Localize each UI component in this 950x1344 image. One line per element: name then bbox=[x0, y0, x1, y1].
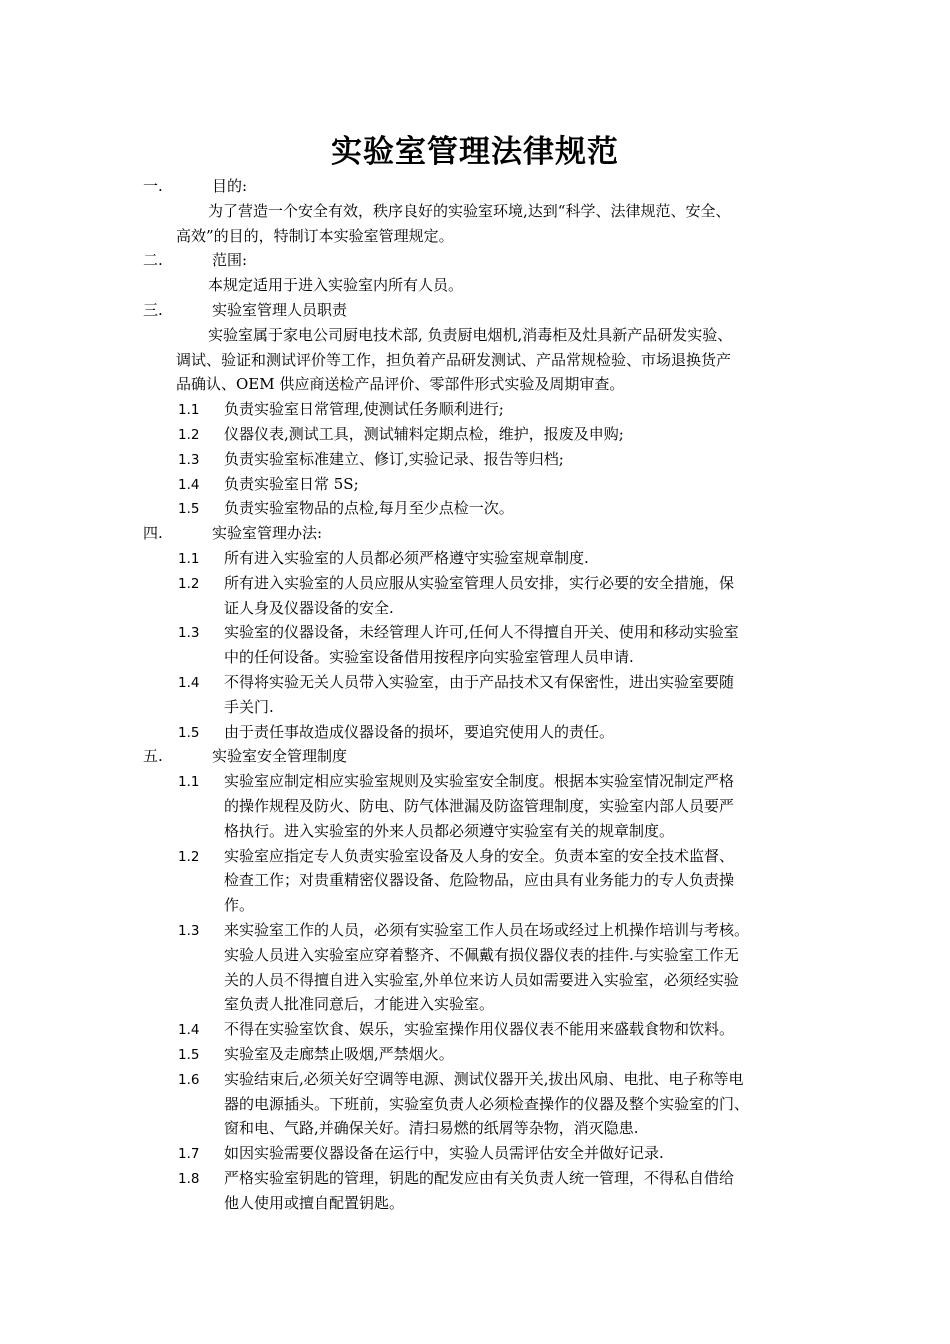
list-item-number: 1.3 bbox=[178, 452, 200, 468]
list-item-text: 他人使用或擅自配置钥匙。 bbox=[224, 1194, 405, 1212]
list-item-text: 实验室的仪器设备，未经管理人许可,任何人不得擅自开关、使用和移动实验室 bbox=[224, 623, 739, 641]
list-item-text: 不得将实验无关人员带入实验室，由于产品技术又有保密性，进出实验室要随 bbox=[224, 673, 735, 691]
list-item-text: 负责实验室日常管理,使测试任务顺利进行; bbox=[224, 400, 504, 418]
section-number: 五. bbox=[143, 747, 163, 765]
list-item-number: 1.1 bbox=[178, 402, 200, 418]
list-item-number: 1.2 bbox=[178, 427, 200, 443]
list-item-text: 实验室应指定专人负责实验室设备及人身的安全。负责本室的安全技术监督、 bbox=[224, 847, 735, 865]
list-item-text: 如因实验需要仪器设备在运行中，实验人员需评估安全并做好记录. bbox=[224, 1144, 664, 1162]
list-item-number: 1.2 bbox=[178, 849, 200, 865]
section-paragraph-line: 实验室属于家电公司厨电技术部, 负责厨电烟机,消毒柜及灶具新产品研发实验、 bbox=[208, 326, 733, 344]
list-item-text: 负责实验室物品的点检,每月至少点检一次。 bbox=[224, 499, 514, 517]
list-item-text: 中的任何设备。实验室设备借用按程序向实验室管理人员申请. bbox=[224, 648, 634, 666]
section-heading: 范围: bbox=[212, 251, 248, 269]
list-item-text: 来实验室工作的人员，必须有实验室工作人员在场或经过上机操作培训与考核。 bbox=[224, 921, 750, 939]
list-item-text: 手关门. bbox=[224, 698, 274, 716]
section-paragraph-line: 品确认、OEM 供应商送检产品评价、零部件形式实验及周期审查。 bbox=[176, 375, 625, 393]
list-item-number: 1.8 bbox=[178, 1171, 200, 1187]
list-item-text: 负责实验室日常 5S; bbox=[224, 475, 359, 493]
list-item-text: 由于责任事故造成仪器设备的损坏，要追究使用人的责任。 bbox=[224, 723, 615, 741]
list-item-text: 不得在实验室饮食、娱乐，实验室操作用仪器仪表不能用来盛载食物和饮料。 bbox=[224, 1020, 735, 1038]
list-item-text: 作。 bbox=[224, 896, 255, 914]
document-title: 实验室管理法律规范 bbox=[331, 134, 619, 170]
list-item-text: 所有进入实验室的人员都必须严格遵守实验室规章制度. bbox=[224, 549, 589, 567]
section-number: 四. bbox=[143, 524, 163, 542]
section-heading: 实验室安全管理制度 bbox=[212, 747, 348, 765]
section-heading: 实验室管理办法: bbox=[212, 524, 323, 542]
list-item-text: 的操作规程及防火、防电、防气体泄漏及防盗管理制度，实验室内部人员要严 bbox=[224, 797, 735, 815]
list-item-text: 证人身及仪器设备的安全. bbox=[224, 599, 394, 617]
list-item-number: 1.5 bbox=[178, 501, 200, 517]
list-item-text: 格执行。进入实验室的外来人员都必须遵守实验室有关的规章制度。 bbox=[224, 822, 675, 840]
list-item-text: 仪器仪表,测试工具，测试辅料定期点检，维护，报废及申购; bbox=[224, 425, 624, 443]
list-item-number: 1.1 bbox=[178, 551, 200, 567]
section-number: 三. bbox=[143, 301, 163, 319]
section-paragraph-line: 调试、验证和测试评价等工作，担负着产品研发测试、产品常规检验、市场退换货产 bbox=[176, 351, 732, 369]
list-item-text: 室负责人批准同意后，才能进入实验室。 bbox=[224, 995, 495, 1013]
list-item-number: 1.3 bbox=[178, 923, 200, 939]
list-item-text: 严格实验室钥匙的管理，钥匙的配发应由有关负责人统一管理，不得私自借给 bbox=[224, 1169, 735, 1187]
list-item-text: 实验室及走廊禁止吸烟,严禁烟火。 bbox=[224, 1045, 454, 1063]
list-item-number: 1.6 bbox=[178, 1072, 200, 1088]
list-item-text: 实验结束后,必须关好空调等电源、测试仪器开关,拔出风扇、电批、电子称等电 bbox=[224, 1070, 744, 1088]
list-item-number: 1.3 bbox=[178, 625, 200, 641]
list-item-text: 窗和电、气路,并确保关好。清扫易燃的纸屑等杂物，消灭隐患. bbox=[224, 1119, 639, 1137]
list-item-text: 实验室应制定相应实验室规则及实验室安全制度。根据本实验室情况制定严格 bbox=[224, 772, 735, 790]
list-item-text: 所有进入实验室的人员应服从实验室管理人员安排，实行必要的安全措施，保 bbox=[224, 574, 735, 592]
section-heading: 目的: bbox=[212, 177, 248, 195]
section-paragraph-line: 高效”的目的，特制订本实验室管理规定。 bbox=[176, 227, 454, 245]
section-heading: 实验室管理人员职责 bbox=[212, 301, 348, 319]
list-item-text: 器的电源插头。下班前，实验室负责人必须检查操作的仪器及整个实验室的门、 bbox=[224, 1095, 750, 1113]
list-item-text: 检查工作；对贵重精密仪器设备、危险物品，应由具有业务能力的专人负责操 bbox=[224, 871, 735, 889]
list-item-number: 1.4 bbox=[178, 477, 200, 493]
section-paragraph-line: 为了营造一个安全有效，秩序良好的实验室环境,达到“科学、法律规范、安全、 bbox=[208, 202, 731, 220]
list-item-number: 1.4 bbox=[178, 675, 200, 691]
list-item-text: 负责实验室标准建立、修订,实验记录、报告等归档; bbox=[224, 450, 564, 468]
list-item-text: 关的人员不得擅自进入实验室,外单位来访人员如需要进入实验室，必须经实验 bbox=[224, 971, 739, 989]
list-item-number: 1.4 bbox=[178, 1022, 200, 1038]
section-number: 二. bbox=[143, 251, 163, 269]
list-item-number: 1.7 bbox=[178, 1146, 200, 1162]
section-paragraph-line: 本规定适用于进入实验室内所有人员。 bbox=[208, 276, 464, 294]
section-number: 一. bbox=[143, 177, 163, 195]
list-item-number: 1.5 bbox=[178, 725, 200, 741]
list-item-number: 1.2 bbox=[178, 576, 200, 592]
list-item-number: 1.5 bbox=[178, 1047, 200, 1063]
list-item-text: 实验人员进入实验室应穿着整齐、不佩戴有损仪器仪表的挂件.与实验室工作无 bbox=[224, 946, 739, 964]
list-item-number: 1.1 bbox=[178, 774, 200, 790]
